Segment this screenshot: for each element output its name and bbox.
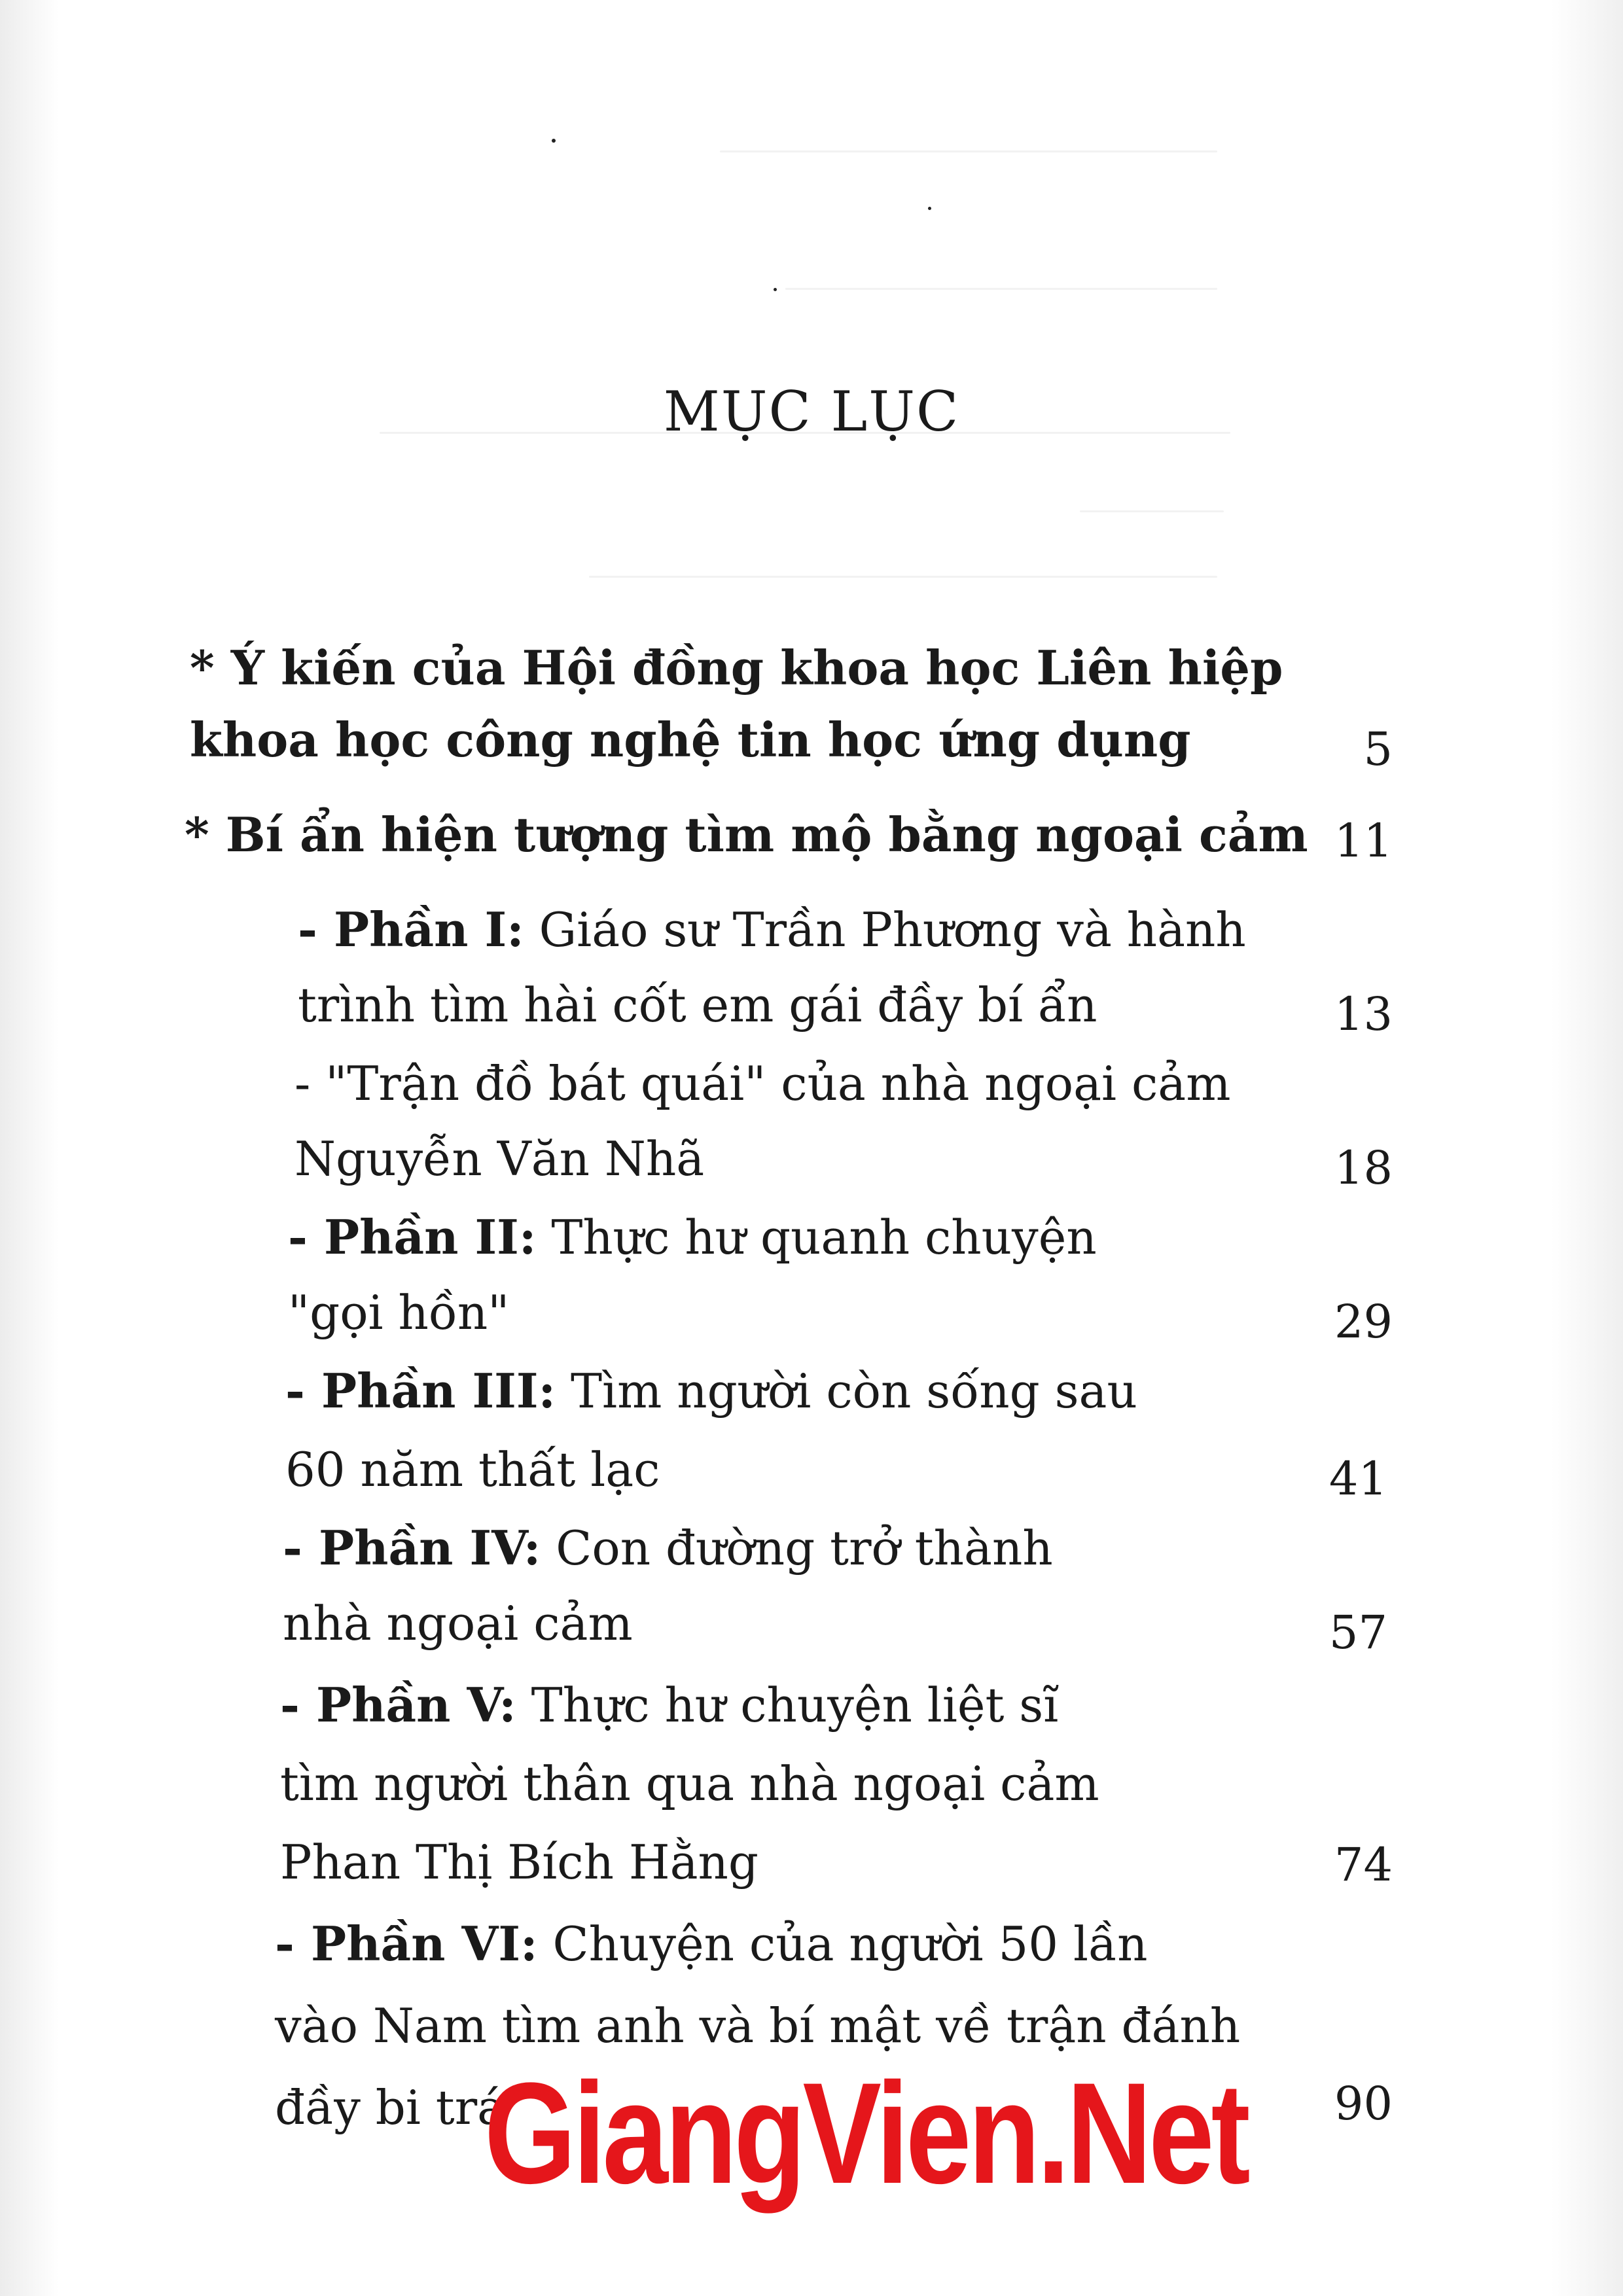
page-number: 18 (1334, 1141, 1393, 1195)
section-title: Thực hư quanh chuyện (536, 1210, 1097, 1265)
section-title: Chuyện của người 50 lần (537, 1916, 1148, 1971)
watermark-logo: GiangVien.Net (484, 2053, 1247, 2214)
section-title: Thực hư chuyện liệt sĩ (516, 1678, 1059, 1733)
page-title: MỤC LỤC (663, 380, 960, 444)
entry-text (285, 1363, 1137, 1419)
page-number: 57 (1329, 1606, 1387, 1659)
page-number: 11 (1334, 814, 1393, 868)
entry-text: nhà ngoại cảm (283, 1596, 633, 1651)
page-edge-shadow-right (1551, 0, 1623, 2296)
entry-text: - "Trận đồ bát quái" của nhà ngoại cảm (294, 1056, 1231, 1111)
entry-text: * Bí ẩn hiện tượng tìm mộ bằng ngoại cảm (185, 807, 1308, 862)
scan-speck (928, 207, 931, 210)
entry-text: vào Nam tìm anh và bí mật về trận đánh (275, 1998, 1241, 2053)
section-label: - Phần VI: (275, 1916, 538, 1971)
entry-text: tìm người thân qua nhà ngoại cảm (280, 1756, 1099, 1811)
section-title: Tìm người còn sống sau (556, 1364, 1137, 1419)
entry-text (275, 1916, 1148, 1971)
scan-speck (552, 139, 556, 143)
section-label: - Phần IV: (283, 1520, 541, 1576)
bleed-through (785, 288, 1217, 290)
page-number: 5 (1363, 722, 1393, 776)
bleed-through (589, 576, 1217, 578)
section-title: Giáo sư Trần Phương và hành (524, 902, 1246, 957)
entry-text (288, 1209, 1097, 1265)
bleed-through (720, 150, 1217, 152)
page-number: 13 (1334, 987, 1393, 1041)
page-number: 74 (1334, 1838, 1393, 1892)
page-edge-shadow-left (0, 0, 59, 2296)
page-number: 41 (1329, 1452, 1387, 1506)
entry-text: * Ý kiến của Hội đồng khoa học Liên hiệp (190, 640, 1283, 696)
page-number: 29 (1334, 1295, 1393, 1349)
entry-text (280, 1677, 1059, 1733)
entry-text (283, 1520, 1053, 1576)
entry-text: 60 năm thất lạc (285, 1442, 660, 1497)
section-label: - Phần I: (298, 902, 524, 957)
entry-text: đầy bi trá (275, 2080, 506, 2135)
section-label: - Phần III: (285, 1363, 556, 1419)
section-title: Con đường trở thành (541, 1521, 1053, 1576)
section-label: - Phần II: (288, 1209, 537, 1265)
bleed-through (1080, 510, 1224, 512)
entry-text: trình tìm hài cốt em gái đầy bí ẩn (298, 978, 1097, 1033)
page-number: 90 (1334, 2077, 1393, 2130)
entry-text (298, 902, 1246, 957)
entry-text: khoa học công nghệ tin học ứng dụng (190, 712, 1191, 768)
entry-text: Nguyễn Văn Nhã (294, 1131, 705, 1186)
section-label: - Phần V: (280, 1677, 516, 1733)
entry-text: Phan Thị Bích Hằng (280, 1835, 759, 1890)
scan-speck (774, 288, 777, 291)
entry-text: "gọi hồn" (288, 1285, 510, 1340)
